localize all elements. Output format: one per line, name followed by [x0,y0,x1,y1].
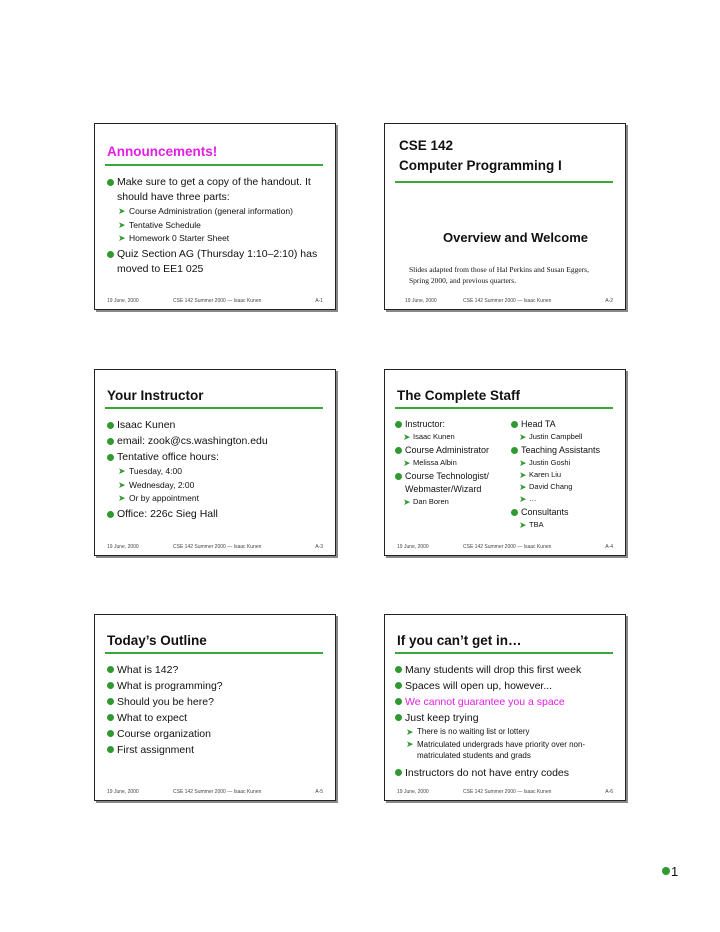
footer-page: A-1 [315,298,323,304]
sub-bullet: ➤ Or by appointment [107,492,329,506]
outline-item: What to expect [107,710,329,726]
footer-page: A-4 [605,544,613,550]
outline-item: Should you be here? [107,694,329,710]
bullet-dot-icon [107,666,114,673]
sub-bullet: ➤ David Chang [519,482,573,492]
footer-page: A-2 [605,298,613,304]
bullet: Make sure to get a copy of the handout. It should have three parts: [107,175,329,205]
slide-title: CSE 142 Computer Programming I [399,138,562,173]
slide-title: The Complete Staff [397,388,521,403]
attribution-note: Slides adapted from those of Hal Perkins and Susan Eggers, Spring 2000, and previous quarters. [409,265,589,285]
slide-title: Your Instructor [107,388,204,403]
footer-page: A-6 [605,789,613,795]
bullet-dot-icon [395,682,402,689]
slide-a6 [384,614,626,801]
slide-title: Announcements! [107,144,218,159]
bullet-dot-icon [107,454,114,461]
arrow-icon: ➤ [519,494,527,504]
footer-course: CSE 142 Summer 2000 — Isaac Kunen [173,544,262,550]
footer-page: A-5 [315,789,323,795]
bullet-dot-icon [107,746,114,753]
arrow-icon: ➤ [519,520,527,530]
sub-bullet: ➤ TBA [519,520,544,530]
slide-title: Today’s Outline [107,633,207,648]
arrow-icon: ➤ [118,206,126,216]
sub-bullet: ➤ Isaac Kunen [403,432,455,442]
title-rule [395,181,613,183]
footer-course: CSE 142 Summer 2000 — Isaac Kunen [173,789,262,795]
arrow-icon: ➤ [406,727,414,737]
footer-course: CSE 142 Summer 2000 — Isaac Kunen [463,789,552,795]
sub-bullet: ➤ There is no waiting list or lottery [406,727,530,737]
arrow-icon: ➤ [118,233,126,243]
bullet: Course Technologist/ Webmaster/Wizard [395,470,507,496]
arrow-icon: ➤ [118,219,126,230]
sub-bullet: ➤ Tuesday, 4:00 [107,465,329,479]
bullet-dot-icon [662,867,670,875]
arrow-icon: ➤ [406,738,414,749]
sub-bullet: ➤ Justin Goshi [519,458,571,468]
bullet-dot-icon [107,730,114,737]
bullet: Just keep trying [395,710,619,726]
outline-item: Course organization [107,726,329,742]
bullet-dot-icon [107,698,114,705]
bullet: Tentative office hours: [107,450,329,465]
bullet: Instructors do not have entry codes [395,765,619,781]
sub-bullet: ➤ Karen Liu [519,470,562,480]
bullet-dot-icon [107,682,114,689]
arrow-icon: ➤ [403,458,411,468]
sub-bullet: ➤ Dan Boren [403,497,449,507]
footer-date: 19 June, 2000 [405,298,437,304]
arrow-icon: ➤ [519,470,527,480]
slide-title: If you can’t get in… [397,633,522,648]
staff-right-column [511,417,623,531]
arrow-icon: ➤ [118,466,126,476]
footer-page: A-3 [315,544,323,550]
footer-date: 19 June, 2000 [107,298,139,304]
bullet-dot-icon [107,511,114,518]
title-rule [395,407,613,409]
staff-left-column [395,417,507,508]
bullet-dot-icon [107,438,114,445]
bullet: email: zook@cs.washington.edu [107,434,329,449]
bullet-dot-icon [395,666,402,673]
bullet-dot-icon [511,509,518,516]
footer-date: 19 June, 2000 [397,544,429,550]
bullet-dot-icon [395,714,402,721]
arrow-icon: ➤ [519,482,527,492]
sub-bullet: ➤ Melissa Albin [403,458,457,468]
sub-bullet: ➤ Wednesday, 2:00 [107,479,329,493]
bullet-dot-icon [395,447,402,454]
sub-bullet: ➤ … [519,494,537,504]
bullet: Instructor: [395,418,507,431]
slide-a3 [94,369,336,556]
outline-item: First assignment [107,742,329,758]
bullet-dot-icon [395,769,402,776]
title-rule [105,407,323,409]
bullet-dot-icon [395,698,402,705]
bullet: Many students will drop this first week [395,662,619,678]
bullet-dot-icon [511,447,518,454]
bullet: Spaces will open up, however... [395,678,619,694]
slide-a1 [94,123,336,310]
slide-subtitle: Overview and Welcome [443,230,588,245]
sub-bullet: ➤ Tentative Schedule [107,219,329,233]
arrow-icon: ➤ [118,479,126,490]
sub-bullet: ➤ Justin Campbell [519,432,583,442]
footer-course: CSE 142 Summer 2000 — Isaac Kunen [463,544,552,550]
slide-a4 [384,369,626,556]
title-rule [395,652,613,654]
highlighted-bullet: We cannot guarantee you a space [395,694,619,710]
footer-date: 19 June, 2000 [397,789,429,795]
page-number: 1 [662,864,678,879]
arrow-icon: ➤ [403,432,411,442]
bullet-dot-icon [395,473,402,480]
title-rule [105,164,323,166]
sub-bullet: ➤ Course Administration (general information) [107,205,329,219]
footer-date: 19 June, 2000 [107,789,139,795]
bullet: Head TA [511,418,623,431]
sub-bullet: ➤ Matriculated undergrads have priority over non-matriculated students and grads [406,738,586,760]
bullet-dot-icon [107,251,114,258]
sub-bullet: ➤ Homework 0 Starter Sheet [107,232,329,246]
bullet-dot-icon [107,422,114,429]
slide-a5 [94,614,336,801]
outline-item: What is programming? [107,678,329,694]
footer-date: 19 June, 2000 [107,544,139,550]
bullet-dot-icon [107,714,114,721]
arrow-icon: ➤ [519,458,527,468]
bullet: Course Administrator [395,444,507,457]
bullet: Office: 226c Sieg Hall [107,507,329,522]
footer-course: CSE 142 Summer 2000 — Isaac Kunen [463,298,552,304]
footer-course: CSE 142 Summer 2000 — Isaac Kunen [173,298,262,304]
arrow-icon: ➤ [519,432,527,442]
arrow-icon: ➤ [118,493,126,503]
arrow-icon: ➤ [403,497,411,507]
outline-item: What is 142? [107,662,329,678]
bullet-dot-icon [395,421,402,428]
bullet-dot-icon [107,179,114,186]
bullet: Isaac Kunen [107,418,329,433]
title-rule [105,652,323,654]
bullet: Teaching Assistants [511,444,623,457]
bullet: Consultants [511,506,623,519]
slide-a2 [384,123,626,310]
bullet: Quiz Section AG (Thursday 1:10–2:10) has moved to EE1 025 [107,247,329,277]
bullet-dot-icon [511,421,518,428]
